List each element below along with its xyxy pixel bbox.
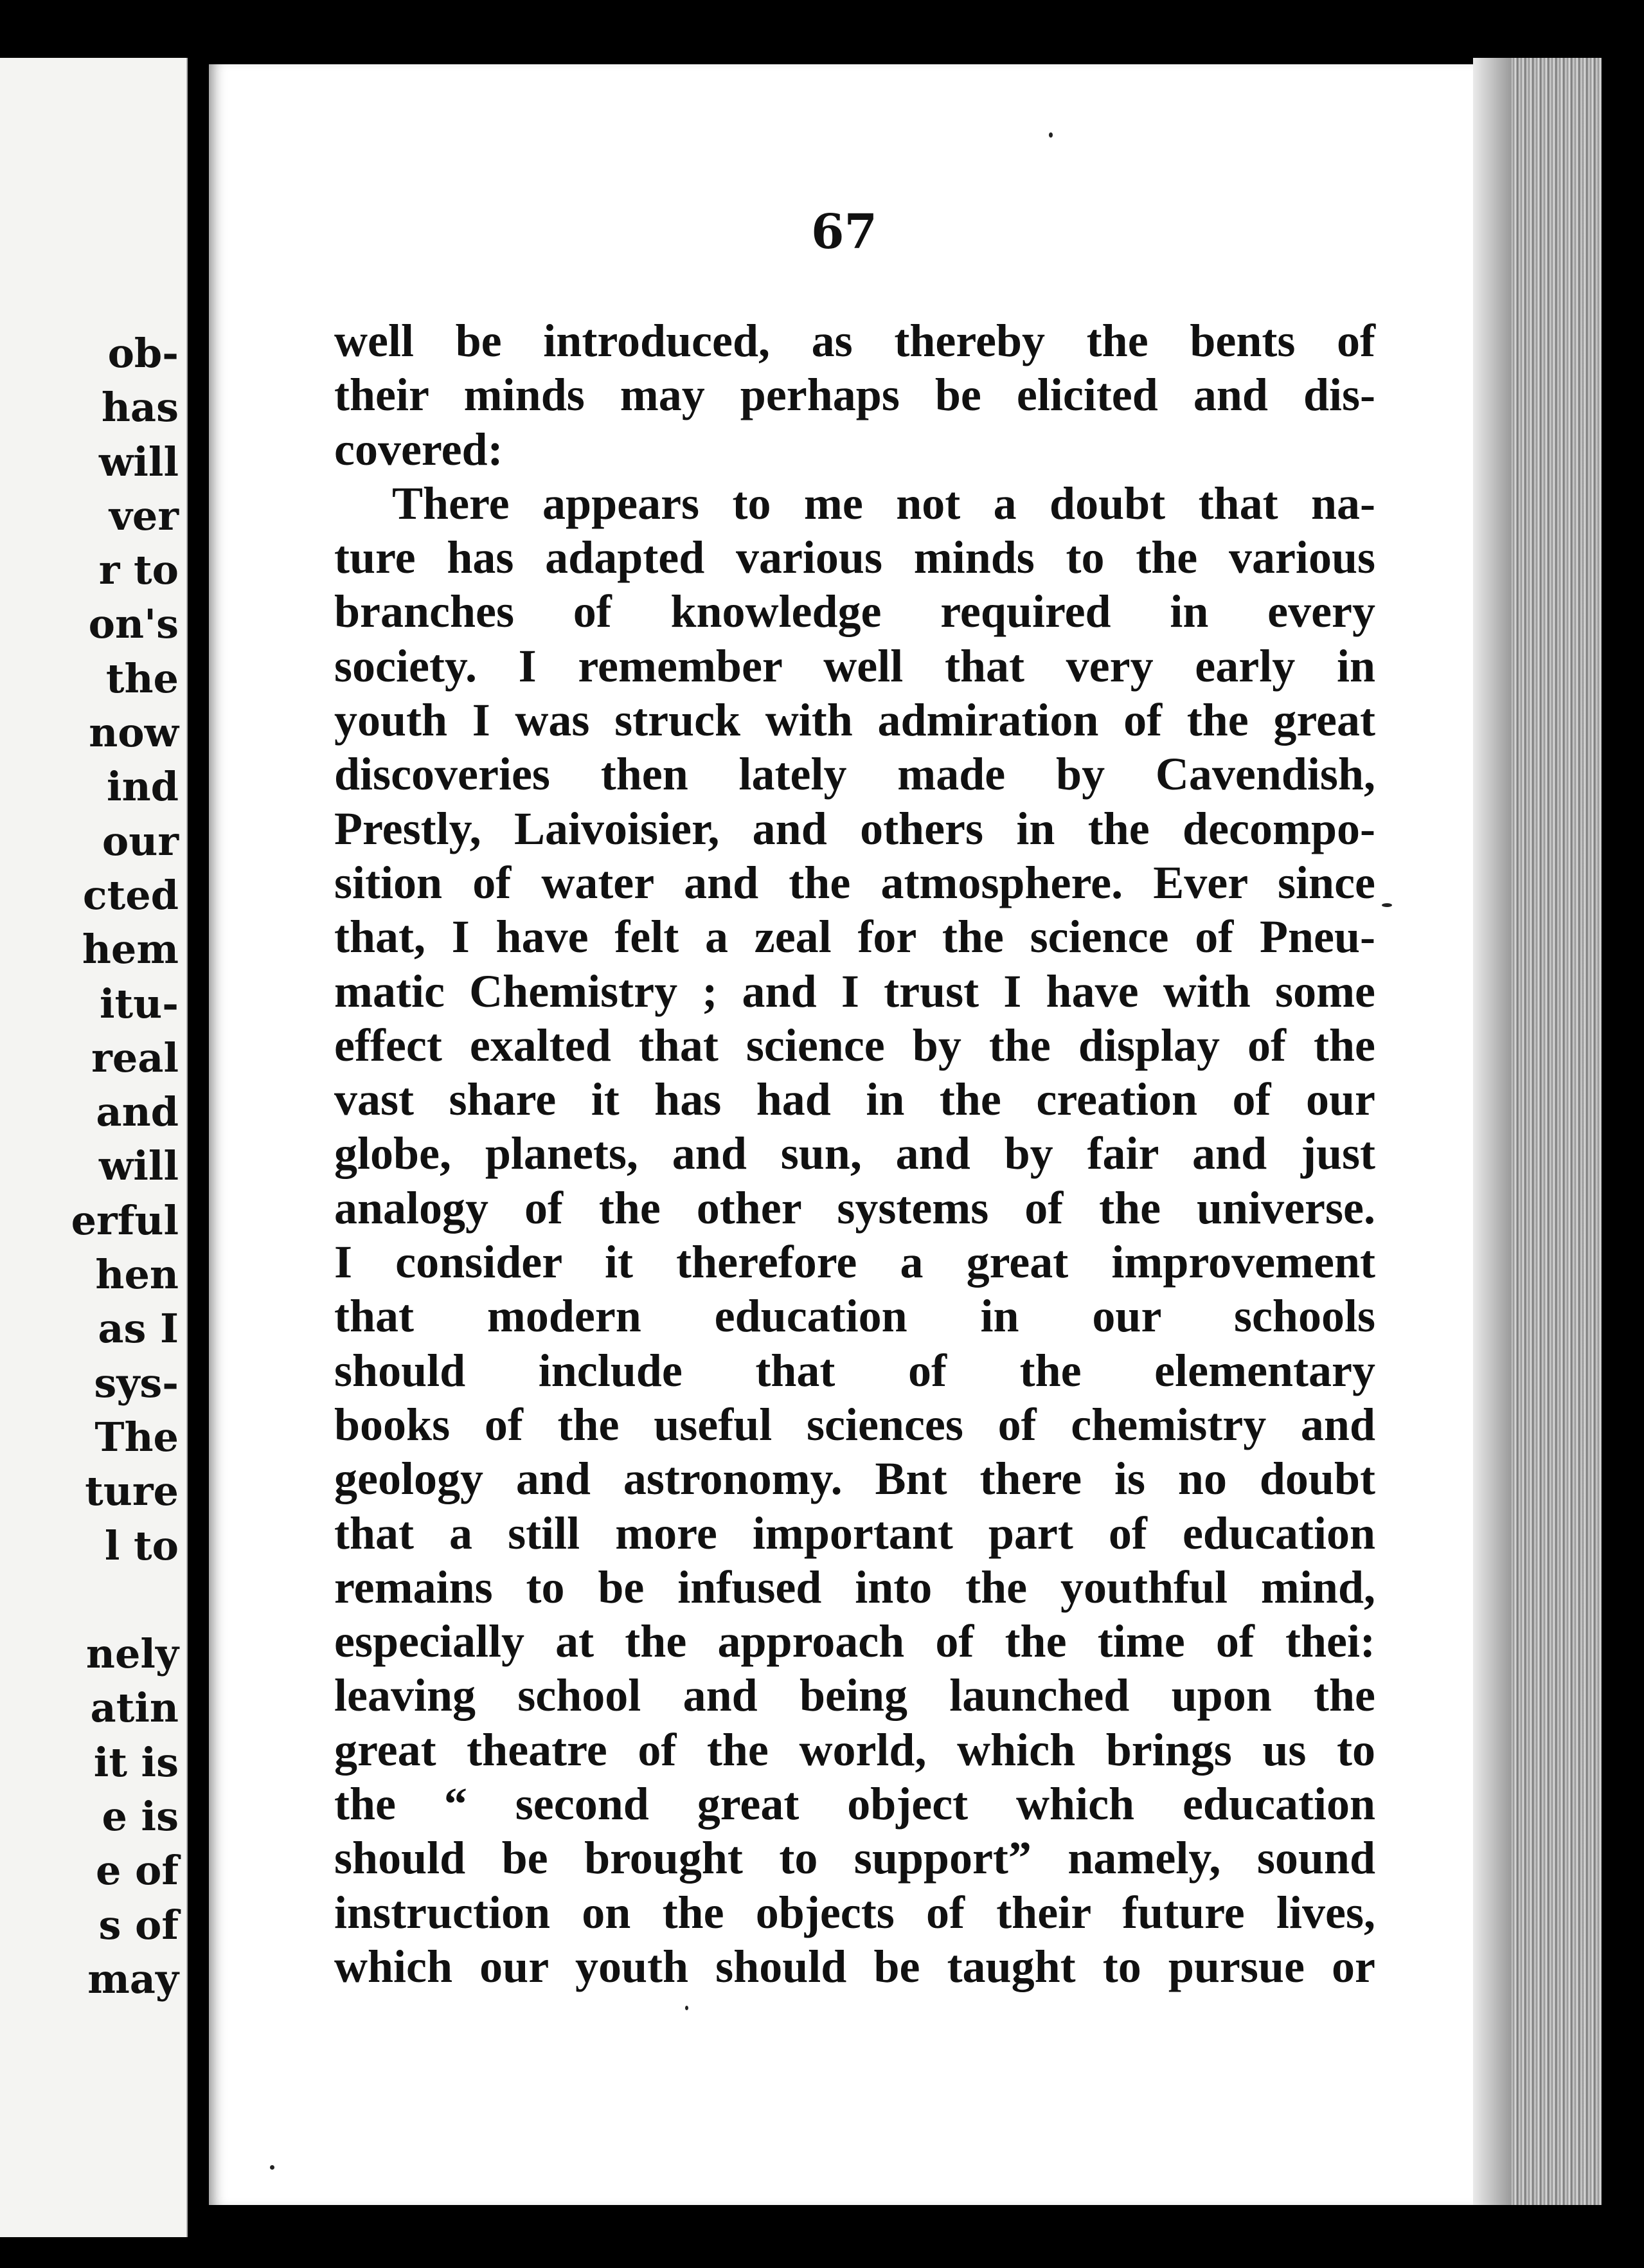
- text-line: covered:: [334, 423, 503, 475]
- facing-line: will: [98, 1142, 179, 1190]
- facing-line: The: [94, 1413, 179, 1461]
- ink-speck: [1049, 132, 1053, 138]
- facing-line: will: [98, 438, 179, 485]
- facing-line: sys-: [94, 1359, 179, 1407]
- text-line: especially at the approach of the time of thei:: [334, 1616, 1375, 1668]
- ink-speck: [685, 2006, 688, 2010]
- text-line: discoveries then lately made by Cavendish,: [334, 748, 1375, 800]
- text-line: leaving school and being launched upon the: [334, 1670, 1375, 1722]
- facing-line: [71, 1573, 179, 1627]
- text-line: There appears to me not a doubt that na-: [392, 477, 1375, 529]
- facing-line: on's: [88, 600, 179, 648]
- text-line: their minds may perhaps be elicited and dis-: [334, 369, 1375, 421]
- ink-speck: [1382, 903, 1392, 907]
- facing-line: our: [102, 817, 179, 865]
- facing-line: s of: [98, 1901, 179, 1949]
- facing-line: and: [96, 1088, 179, 1136]
- text-line: geology and astronomy. Bnt there is no doubt: [334, 1453, 1375, 1505]
- page-edge-shading: [1473, 58, 1512, 2205]
- text-line: books of the useful sciences of chemistry and: [334, 1398, 1375, 1450]
- text-line: Prestly, Laivoisier, and others in the decompo-: [334, 802, 1375, 854]
- facing-line: itu-: [99, 980, 179, 1027]
- page-edges: [1473, 58, 1602, 2205]
- facing-line: ture: [85, 1468, 179, 1515]
- text-line: remains to be infused into the youthful mind,: [334, 1561, 1375, 1613]
- facing-line: may: [87, 1955, 179, 2003]
- text-line: should be brought to support” namely, sound: [334, 1832, 1375, 1884]
- facing-line: ind: [107, 763, 179, 811]
- text-line: matic Chemistry ; and I trust I have with some: [334, 965, 1375, 1017]
- text-line: which our youth should be taught to pursue or: [334, 1940, 1375, 1992]
- text-line: I consider it therefore a great improvement: [334, 1236, 1375, 1288]
- page-body-text: [334, 314, 1375, 1994]
- facing-line: ver: [109, 492, 179, 539]
- text-line: globe, planets, and sun, and by fair and just: [334, 1128, 1375, 1180]
- facing-page-text: [71, 327, 179, 2006]
- facing-line: nely: [85, 1630, 179, 1678]
- text-line: youth I was struck with admiration of the great: [334, 694, 1375, 746]
- facing-line: now: [89, 709, 179, 757]
- facing-line: real: [91, 1034, 179, 1081]
- facing-page-left: [0, 58, 193, 2237]
- facing-line: ob-: [107, 330, 179, 377]
- text-line: that, I have felt a zeal for the science of Pneu-: [334, 911, 1375, 963]
- facing-line: e is: [102, 1793, 179, 1841]
- facing-line: it is: [93, 1738, 179, 1786]
- text-line: that modern education in our schools: [334, 1290, 1375, 1342]
- text-line: society. I remember well that very early in: [334, 640, 1375, 692]
- text-line: should include that of the elementary: [334, 1344, 1375, 1396]
- text-line: analogy of the other systems of the universe.: [334, 1182, 1375, 1234]
- facing-line: atin: [90, 1684, 179, 1732]
- text-line: the “ second great object which education: [334, 1778, 1375, 1830]
- facing-line: r to: [98, 546, 179, 594]
- text-line: effect exalted that science by the display of the: [334, 1019, 1375, 1071]
- text-line: vast share it has had in the creation of our: [334, 1074, 1375, 1126]
- facing-line: as I: [98, 1305, 179, 1353]
- text-line: sition of water and the atmosphere. Ever since: [334, 856, 1375, 908]
- facing-line: cted: [82, 871, 179, 919]
- text-line: well be introduced, as thereby the bents of: [334, 315, 1375, 366]
- facing-line: the: [105, 654, 179, 702]
- facing-line: e of: [95, 1847, 179, 1895]
- facing-line: erful: [71, 1196, 179, 1244]
- text-line: that a still more important part of education: [334, 1507, 1375, 1559]
- text-line: great theatre of the world, which brings us to: [334, 1724, 1375, 1776]
- text-line: branches of knowledge required in every: [334, 586, 1375, 638]
- text-line: ture has adapted various minds to the various: [334, 532, 1375, 584]
- text-line: instruction on the objects of their future lives,: [334, 1886, 1375, 1938]
- facing-line: hem: [82, 926, 179, 973]
- facing-line: has: [101, 384, 179, 431]
- ink-speck: [270, 2165, 274, 2170]
- page-number: 67: [811, 204, 877, 260]
- facing-line: l to: [104, 1522, 179, 1569]
- facing-line: hen: [95, 1251, 179, 1299]
